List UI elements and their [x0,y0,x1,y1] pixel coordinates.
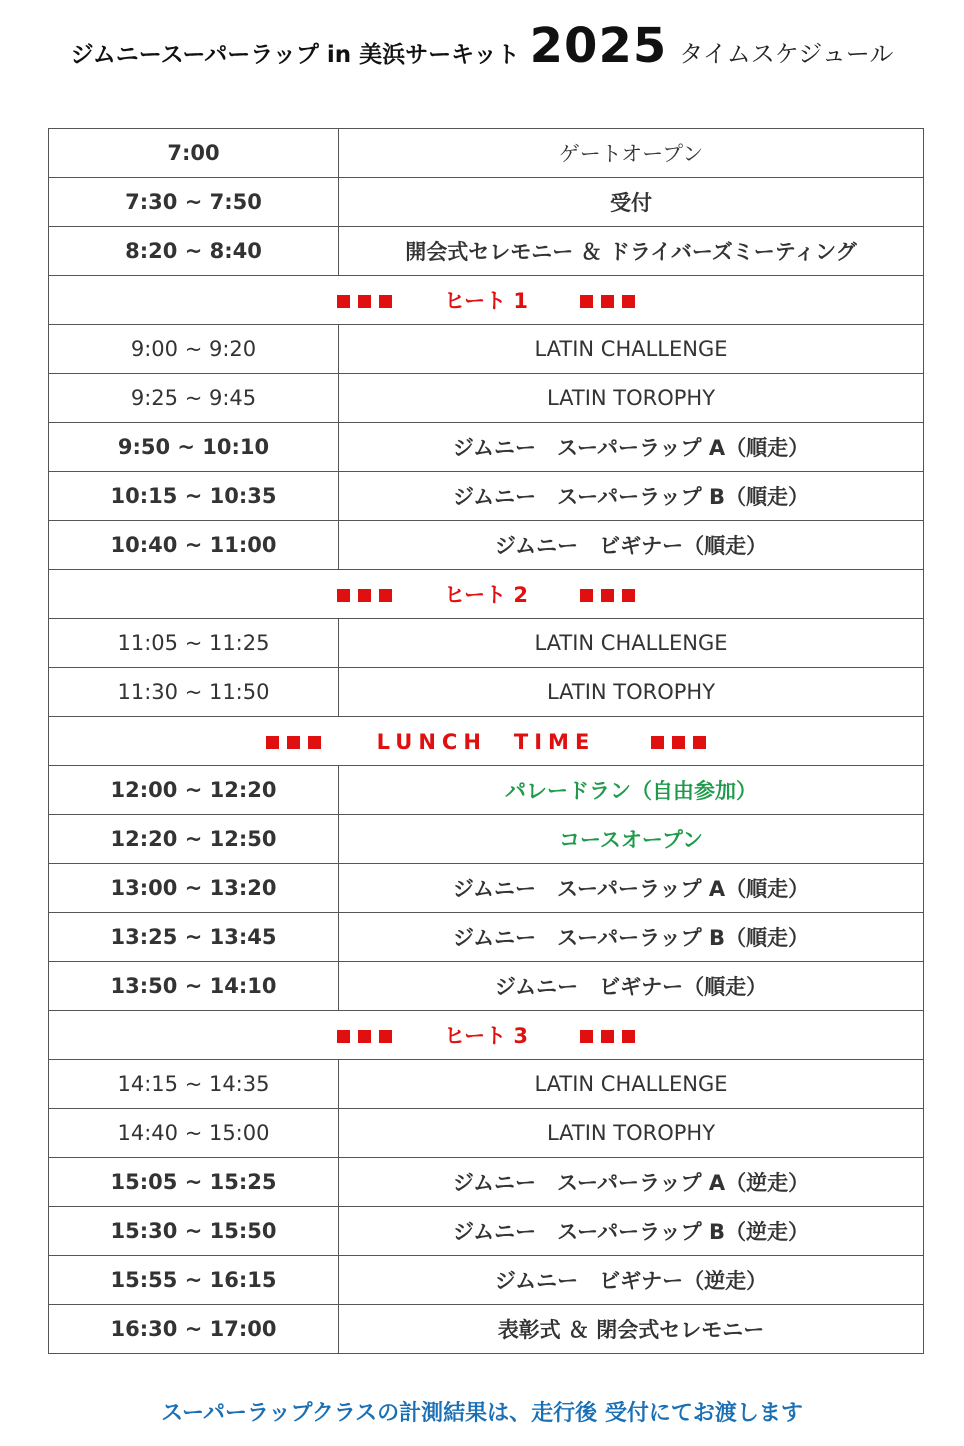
event-cell: LATIN CHALLENGE [339,619,924,668]
event-cell: コースオープン [339,815,924,864]
schedule-row [49,1305,924,1354]
time-cell: 10:40 ~ 11:00 [49,521,339,570]
heat-row [49,1011,924,1060]
schedule-table [48,128,924,1354]
event-cell: ジムニー ビギナー（順走） [339,962,924,1011]
schedule-row [49,1256,924,1305]
time-cell: 11:05 ~ 11:25 [49,619,339,668]
red-square-icon [308,736,321,749]
red-square-icon [622,295,635,308]
marker-right [576,582,639,606]
red-square-icon [580,1030,593,1043]
time-cell: 9:00 ~ 9:20 [49,325,339,374]
red-square-icon [601,589,614,602]
red-square-icon [622,1030,635,1043]
schedule-row [49,178,924,227]
marker-left [333,1023,396,1047]
schedule-row [49,423,924,472]
event-cell: ジムニー スーパーラップ B（順走） [339,472,924,521]
schedule-row [49,766,924,815]
schedule-row [49,815,924,864]
red-square-icon [337,589,350,602]
event-cell: 開会式セレモニー ＆ ドライバーズミーティング [339,227,924,276]
heat-header [49,1011,924,1060]
red-square-icon [266,736,279,749]
schedule-row [49,1060,924,1109]
event-cell: LATIN TOROPHY [339,668,924,717]
title-year: 2025 [529,18,668,74]
lunch-header [49,717,924,766]
schedule-row [49,521,924,570]
red-square-icon [358,589,371,602]
schedule-row [49,472,924,521]
red-square-icon [601,1030,614,1043]
time-cell: 11:30 ~ 11:50 [49,668,339,717]
red-square-icon [580,295,593,308]
schedule-row [49,913,924,962]
event-cell: ジムニー スーパーラップ B（逆走） [339,1207,924,1256]
red-square-icon [580,589,593,602]
heat-row [49,276,924,325]
event-cell: LATIN CHALLENGE [339,325,924,374]
time-cell: 7:00 [49,129,339,178]
page-title [0,18,964,78]
title-subtitle: タイムスケジュール [679,40,894,68]
time-cell: 10:15 ~ 10:35 [49,472,339,521]
event-cell: パレードラン（自由参加） [339,766,924,815]
lunch-row [49,717,924,766]
title-main: ジムニースーパーラップ in 美浜サーキット [70,42,520,68]
time-cell: 15:05 ~ 15:25 [49,1158,339,1207]
time-cell: 9:50 ~ 10:10 [49,423,339,472]
time-cell: 13:00 ~ 13:20 [49,864,339,913]
event-cell: ジムニー スーパーラップ B（順走） [339,913,924,962]
red-square-icon [358,295,371,308]
time-cell: 14:40 ~ 15:00 [49,1109,339,1158]
marker-left [262,729,325,753]
red-square-icon [651,736,664,749]
red-square-icon [379,589,392,602]
red-square-icon [287,736,300,749]
schedule-row [49,1158,924,1207]
red-square-icon [379,295,392,308]
heat-label: ヒート 3 [443,1024,529,1048]
footer-note: スーパーラップクラスの計測結果は、走行後 受付にてお渡します [161,1401,803,1426]
time-cell: 16:30 ~ 17:00 [49,1305,339,1354]
red-square-icon [622,589,635,602]
schedule-row [49,619,924,668]
event-cell: ジムニー スーパーラップ A（順走） [339,864,924,913]
heat-row [49,570,924,619]
event-cell: LATIN CHALLENGE [339,1060,924,1109]
event-cell: ジムニー スーパーラップ A（逆走） [339,1158,924,1207]
time-cell: 7:30 ~ 7:50 [49,178,339,227]
schedule-row [49,668,924,717]
heat-label: ヒート 2 [443,583,529,607]
schedule-row [49,325,924,374]
marker-right [576,288,639,312]
event-cell: 表彰式 ＆ 閉会式セレモニー [339,1305,924,1354]
schedule-body [49,129,924,1354]
schedule-row [49,1109,924,1158]
schedule-row [49,1207,924,1256]
time-cell: 9:25 ~ 9:45 [49,374,339,423]
red-square-icon [337,1030,350,1043]
heat-label: ヒート 1 [443,289,529,313]
marker-right [647,729,710,753]
schedule-row [49,129,924,178]
schedule-row [49,227,924,276]
schedule-row [49,374,924,423]
time-cell: 15:55 ~ 16:15 [49,1256,339,1305]
lunch-label: LUNCH TIME [376,730,596,754]
time-cell: 14:15 ~ 14:35 [49,1060,339,1109]
red-square-icon [601,295,614,308]
event-cell: LATIN TOROPHY [339,1109,924,1158]
heat-header [49,570,924,619]
schedule-row [49,962,924,1011]
red-square-icon [337,295,350,308]
time-cell: 13:25 ~ 13:45 [49,913,339,962]
red-square-icon [672,736,685,749]
time-cell: 13:50 ~ 14:10 [49,962,339,1011]
event-cell: 受付 [339,178,924,227]
marker-right [576,1023,639,1047]
event-cell: ジムニー ビギナー（逆走） [339,1256,924,1305]
event-cell: ゲートオープン [339,129,924,178]
marker-left [333,288,396,312]
event-cell: ジムニー スーパーラップ A（順走） [339,423,924,472]
time-cell: 15:30 ~ 15:50 [49,1207,339,1256]
event-cell: LATIN TOROPHY [339,374,924,423]
event-cell: ジムニー ビギナー（順走） [339,521,924,570]
time-cell: 12:20 ~ 12:50 [49,815,339,864]
red-square-icon [358,1030,371,1043]
heat-header [49,276,924,325]
red-square-icon [693,736,706,749]
red-square-icon [379,1030,392,1043]
time-cell: 12:00 ~ 12:20 [49,766,339,815]
time-cell: 8:20 ~ 8:40 [49,227,339,276]
schedule-row [49,864,924,913]
marker-left [333,582,396,606]
